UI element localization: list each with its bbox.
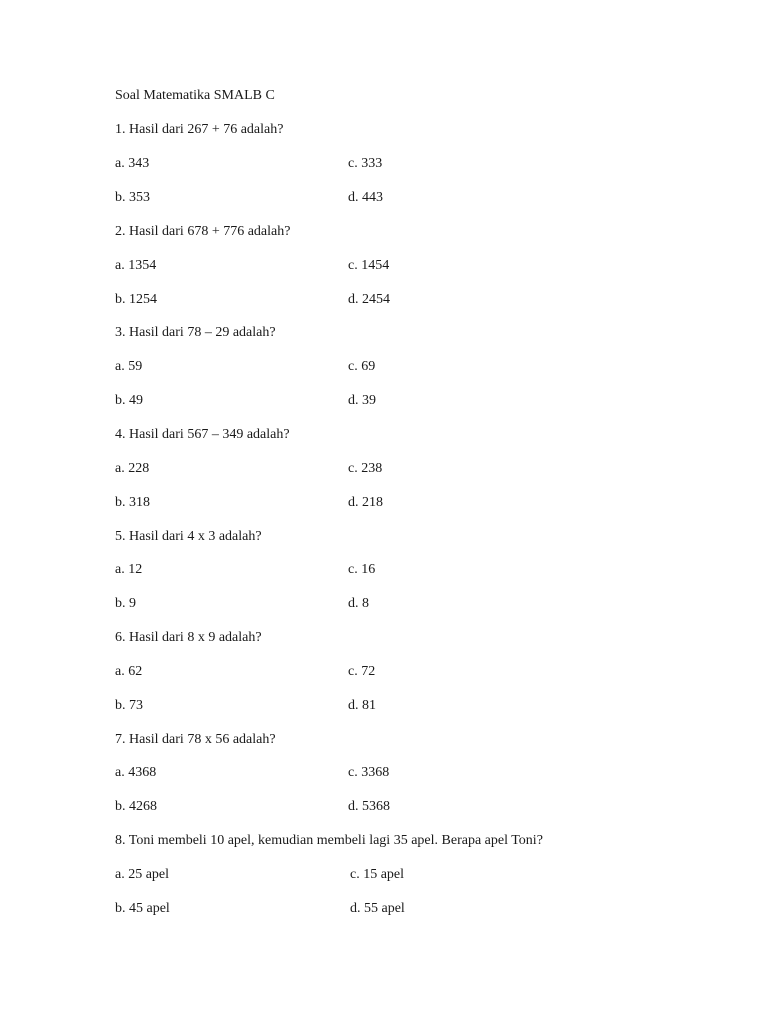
question-8: 8. Toni membeli 10 apel, kemudian membeli lagi 35 apel. Berapa apel Toni? [115,833,543,848]
question-7: 7. Hasil dari 78 x 56 adalah? [115,732,276,747]
document-title: Soal Matematika SMALB C [115,88,275,103]
question-8-option-d: d. 55 apel [350,901,405,916]
question-1-option-c: c. 333 [348,156,383,171]
question-4-option-a: a. 228 [115,461,150,476]
question-8-option-c: c. 15 apel [350,867,405,882]
question-6: 6. Hasil dari 8 x 9 adalah? [115,630,262,645]
question-5-option-d: d. 8 [348,596,369,611]
question-5-option-b: b. 9 [115,596,136,611]
question-7-option-a: a. 4368 [115,765,157,780]
question-7-option-c: c. 3368 [348,765,390,780]
question-2-option-d: d. 2454 [348,292,390,307]
question-1: 1. Hasil dari 267 + 76 adalah? [115,122,284,137]
question-4-option-c: c. 238 [348,461,383,476]
question-2: 2. Hasil dari 678 + 776 adalah? [115,224,291,239]
question-2-option-c: c. 1454 [348,258,390,273]
question-1-option-b: b. 353 [115,190,150,205]
question-5: 5. Hasil dari 4 x 3 adalah? [115,529,262,544]
question-1-option-a: a. 343 [115,156,150,171]
question-6-option-c: c. 72 [348,664,376,679]
question-5-option-a: a. 12 [115,562,143,577]
question-7-option-b: b. 4268 [115,799,157,814]
question-3-option-a: a. 59 [115,359,143,374]
question-4-option-d: d. 218 [348,495,383,510]
question-2-option-a: a. 1354 [115,258,157,273]
question-1-option-d: d. 443 [348,190,383,205]
question-4-option-b: b. 318 [115,495,150,510]
question-5-option-c: c. 16 [348,562,376,577]
question-3-option-b: b. 49 [115,393,143,408]
question-7-option-d: d. 5368 [348,799,390,814]
question-6-option-d: d. 81 [348,698,376,713]
question-3-option-c: c. 69 [348,359,376,374]
question-3-option-d: d. 39 [348,393,376,408]
question-6-option-b: b. 73 [115,698,143,713]
question-3: 3. Hasil dari 78 – 29 adalah? [115,325,276,340]
question-8-option-a: a. 25 apel [115,867,170,882]
question-6-option-a: a. 62 [115,664,143,679]
question-4: 4. Hasil dari 567 – 349 adalah? [115,427,290,442]
question-2-option-b: b. 1254 [115,292,157,307]
question-8-option-b: b. 45 apel [115,901,170,916]
